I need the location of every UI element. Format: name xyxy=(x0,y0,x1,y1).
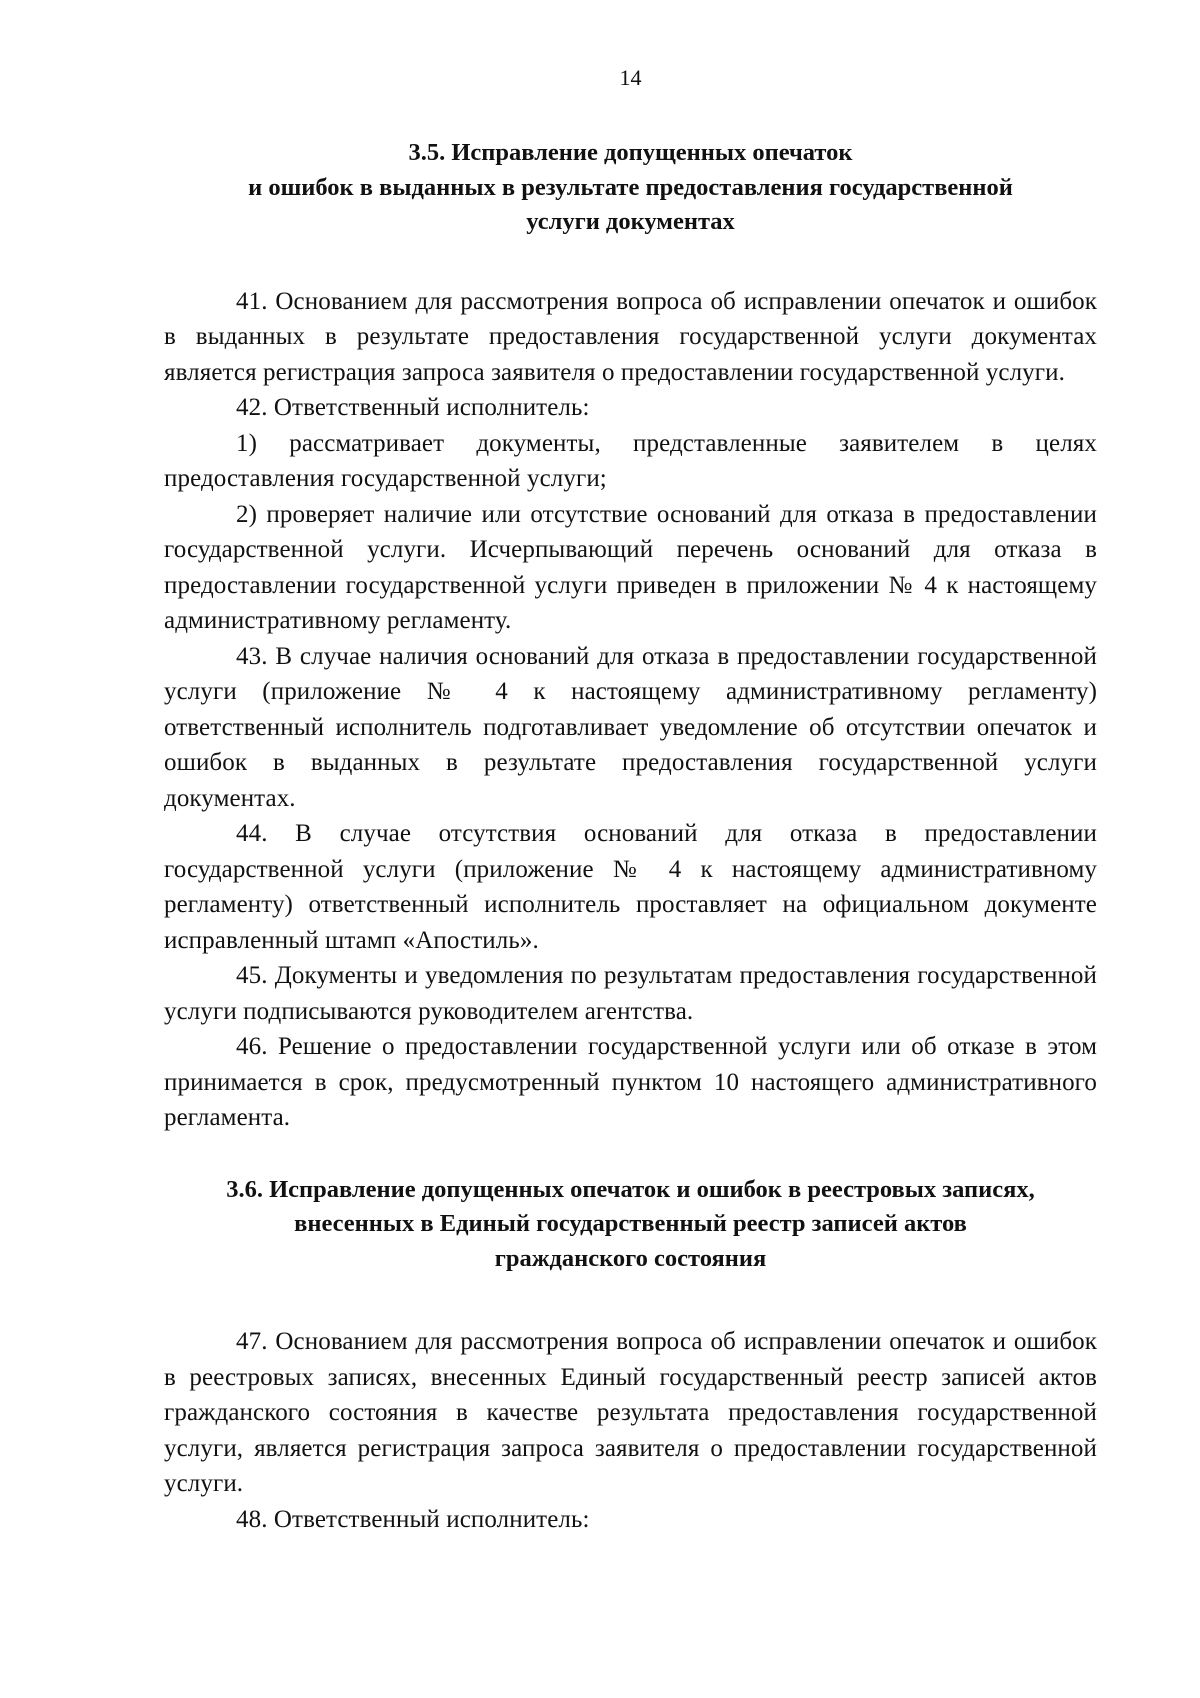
section-3-6-heading-line: 3.6. Исправление допущенных опечаток и ошибок в реестровых записях, xyxy=(226,1175,1035,1203)
section-3-6-heading-line: гражданского состояния xyxy=(494,1244,767,1272)
paragraph-42-item-1: 1) рассматривает документы, представленные заявителем в целях предоставления государственной услуги; xyxy=(164,429,1097,492)
section-3-6-heading-line: внесенных в Единый государственный реестр записей актов xyxy=(294,1210,967,1237)
section-3-6-body xyxy=(164,1324,1097,1537)
section-3-5-heading xyxy=(164,136,1097,240)
section-3-5-heading-line: и ошибок в выданных в результате предоставления государственной xyxy=(248,173,1013,201)
paragraph-42-item-2: 2) проверяет наличие или отсутствие оснований для отказа в предоставлении государственной услуги. Исчерпывающий перечень оснований для отказа в предоставлении государственной услуги приведен в приложении № 4 к настоящему административному регламенту. xyxy=(164,500,1097,634)
section-3-5-heading-line: 3.5. Исправление допущенных опечаток xyxy=(408,139,853,166)
paragraph-41: 41. Основанием для рассмотрения вопроса об исправлении опечаток и ошибок в выданных в результате предоставления государственной услуги документах является регистрация запроса заявителя о предоставлении государственной услуги. xyxy=(164,287,1097,386)
paragraph-45: 45. Документы и уведомления по результатам предоставления государственной услуги подписываются руководителем агентства. xyxy=(164,962,1097,1025)
paragraph-43: 43. В случае наличия оснований для отказа в предоставлении государственной услуги (приложение № 4 к настоящему административному регламенту) ответственный исполнитель подготавливает уведомление об отсутствии опечаток и ошибок в выданных в результате предоставления государственной услуги документах. xyxy=(164,642,1097,812)
page-number: 14 xyxy=(619,65,642,90)
paragraph-47: 47. Основанием для рассмотрения вопроса об исправлении опечаток и ошибок в реестровых записях, внесенных Единый государственный реестр записей актов гражданского состояния в качестве результата предоставления государственной услуги, является регистрация запроса заявителя о предоставлении государственной услуги. xyxy=(164,1328,1097,1497)
section-3-5-body xyxy=(164,284,1097,1136)
section-3-5-heading-line: услуги документах xyxy=(526,208,735,235)
paragraph-46: 46. Решение о предоставлении государственной услуги или об отказе в этом принимается в срок, предусмотренный пунктом 10 настоящего административного регламента. xyxy=(164,1033,1097,1131)
section-3-6-heading xyxy=(164,1173,1097,1277)
paragraph-44: 44. В случае отсутствия оснований для отказа в предоставлении государственной услуги (приложение № 4 к настоящему административному регламенту) ответственный исполнитель проставляет на официальном документе исправленный штамп «Апостиль». xyxy=(164,820,1097,954)
paragraph-42: 42. Ответственный исполнитель: xyxy=(236,394,590,421)
paragraph-48: 48. Ответственный исполнитель: xyxy=(236,1505,590,1533)
